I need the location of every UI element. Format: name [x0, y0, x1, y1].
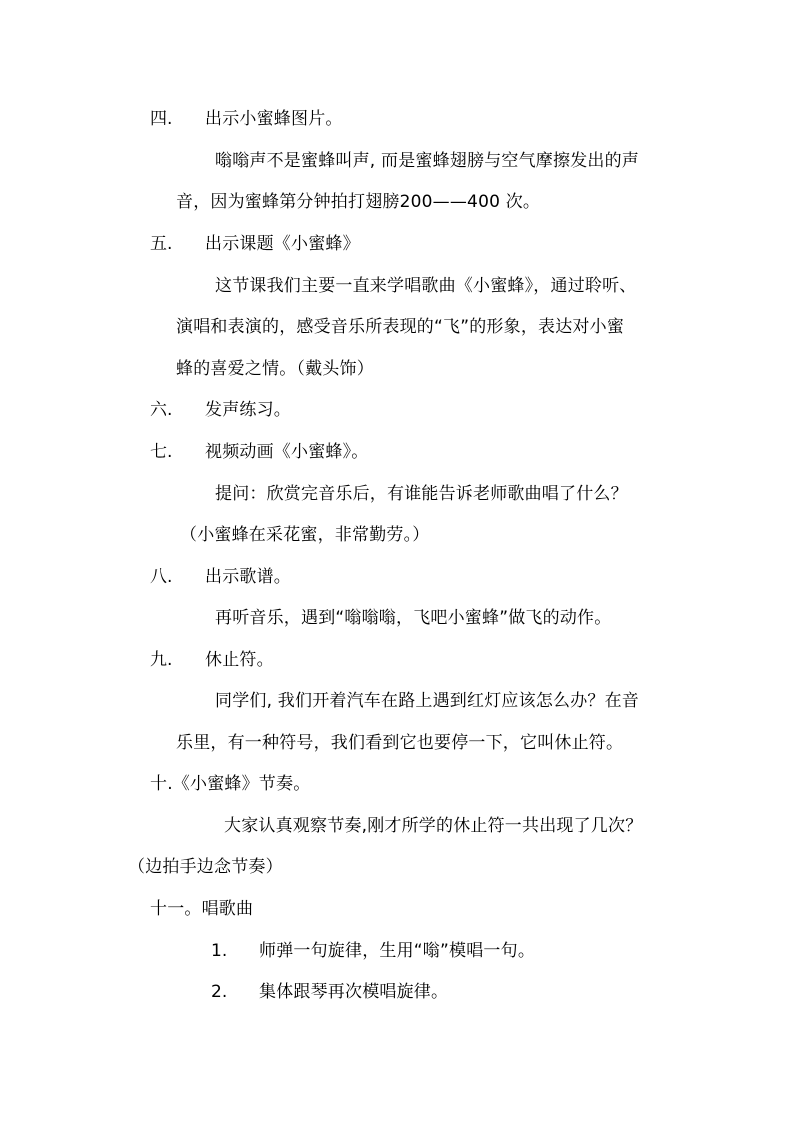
step-text: 师弹一句旋律，生用“嗡”模唱一句。 — [259, 941, 536, 961]
step-number: 2. — [211, 982, 228, 1002]
paragraph-line: 提问：欣赏完音乐后，有谁能告诉老师歌曲唱了什么？ — [215, 484, 628, 504]
section-heading: 视频动画《小蜜蜂》。 — [205, 442, 369, 462]
paragraph-line: 蜂的喜爱之情。（戴头饰） — [176, 359, 374, 379]
paragraph-line: 音，因为蜜蜂第分钟拍打翅膀200——400 次。 — [176, 192, 541, 212]
paragraph-line: 演唱和表演的，感受音乐所表现的“飞”的形象，表达对小蜜 — [176, 317, 625, 337]
paragraph-line: 同学们, 我们开着汽车在路上遇到红灯应该怎么办？在音 — [215, 691, 640, 711]
section-heading: 十.《小蜜蜂》节奏。 — [150, 774, 311, 794]
section-number: 四. — [150, 109, 173, 129]
paragraph-line: 大家认真观察节奏,刚才所学的休止符一共出现了几次？ — [224, 816, 643, 836]
paragraph-line: 嗡嗡声不是蜜蜂叫声, 而是蜜蜂翅膀与空气摩擦发出的声 — [215, 151, 640, 171]
section-heading: 发声练习。 — [205, 400, 291, 420]
paragraph-line: 这节课我们主要一直来学唱歌曲《小蜜蜂》，通过聆听、 — [215, 276, 637, 296]
section-heading: 出示小蜜蜂图片。 — [205, 109, 343, 129]
section-number: 五. — [150, 234, 173, 254]
paragraph-line: 乐里，有一种符号，我们看到它也要停一下，它叫休止符。 — [176, 733, 624, 753]
step-text: 集体跟琴再次模唱旋律。 — [259, 982, 449, 1002]
section-number: 八. — [150, 567, 173, 587]
paragraph-line: （边拍手边念节奏） — [128, 857, 283, 877]
paragraph-line: （小蜜蜂在采花蜜，非常勤劳。） — [180, 525, 430, 545]
paragraph-line: 再听音乐，遇到“嗡嗡嗡，飞吧小蜜蜂”做飞的动作。 — [215, 608, 612, 628]
section-number: 九. — [150, 650, 173, 670]
step-number: 1. — [211, 941, 228, 961]
section-heading: 出示歌谱。 — [205, 567, 291, 587]
section-number: 七. — [150, 442, 173, 462]
section-heading: 出示课题《小蜜蜂》 — [205, 234, 360, 254]
section-heading: 休止符。 — [205, 650, 274, 670]
section-heading: 十一。唱歌曲 — [150, 899, 254, 919]
section-number: 六. — [150, 400, 173, 420]
